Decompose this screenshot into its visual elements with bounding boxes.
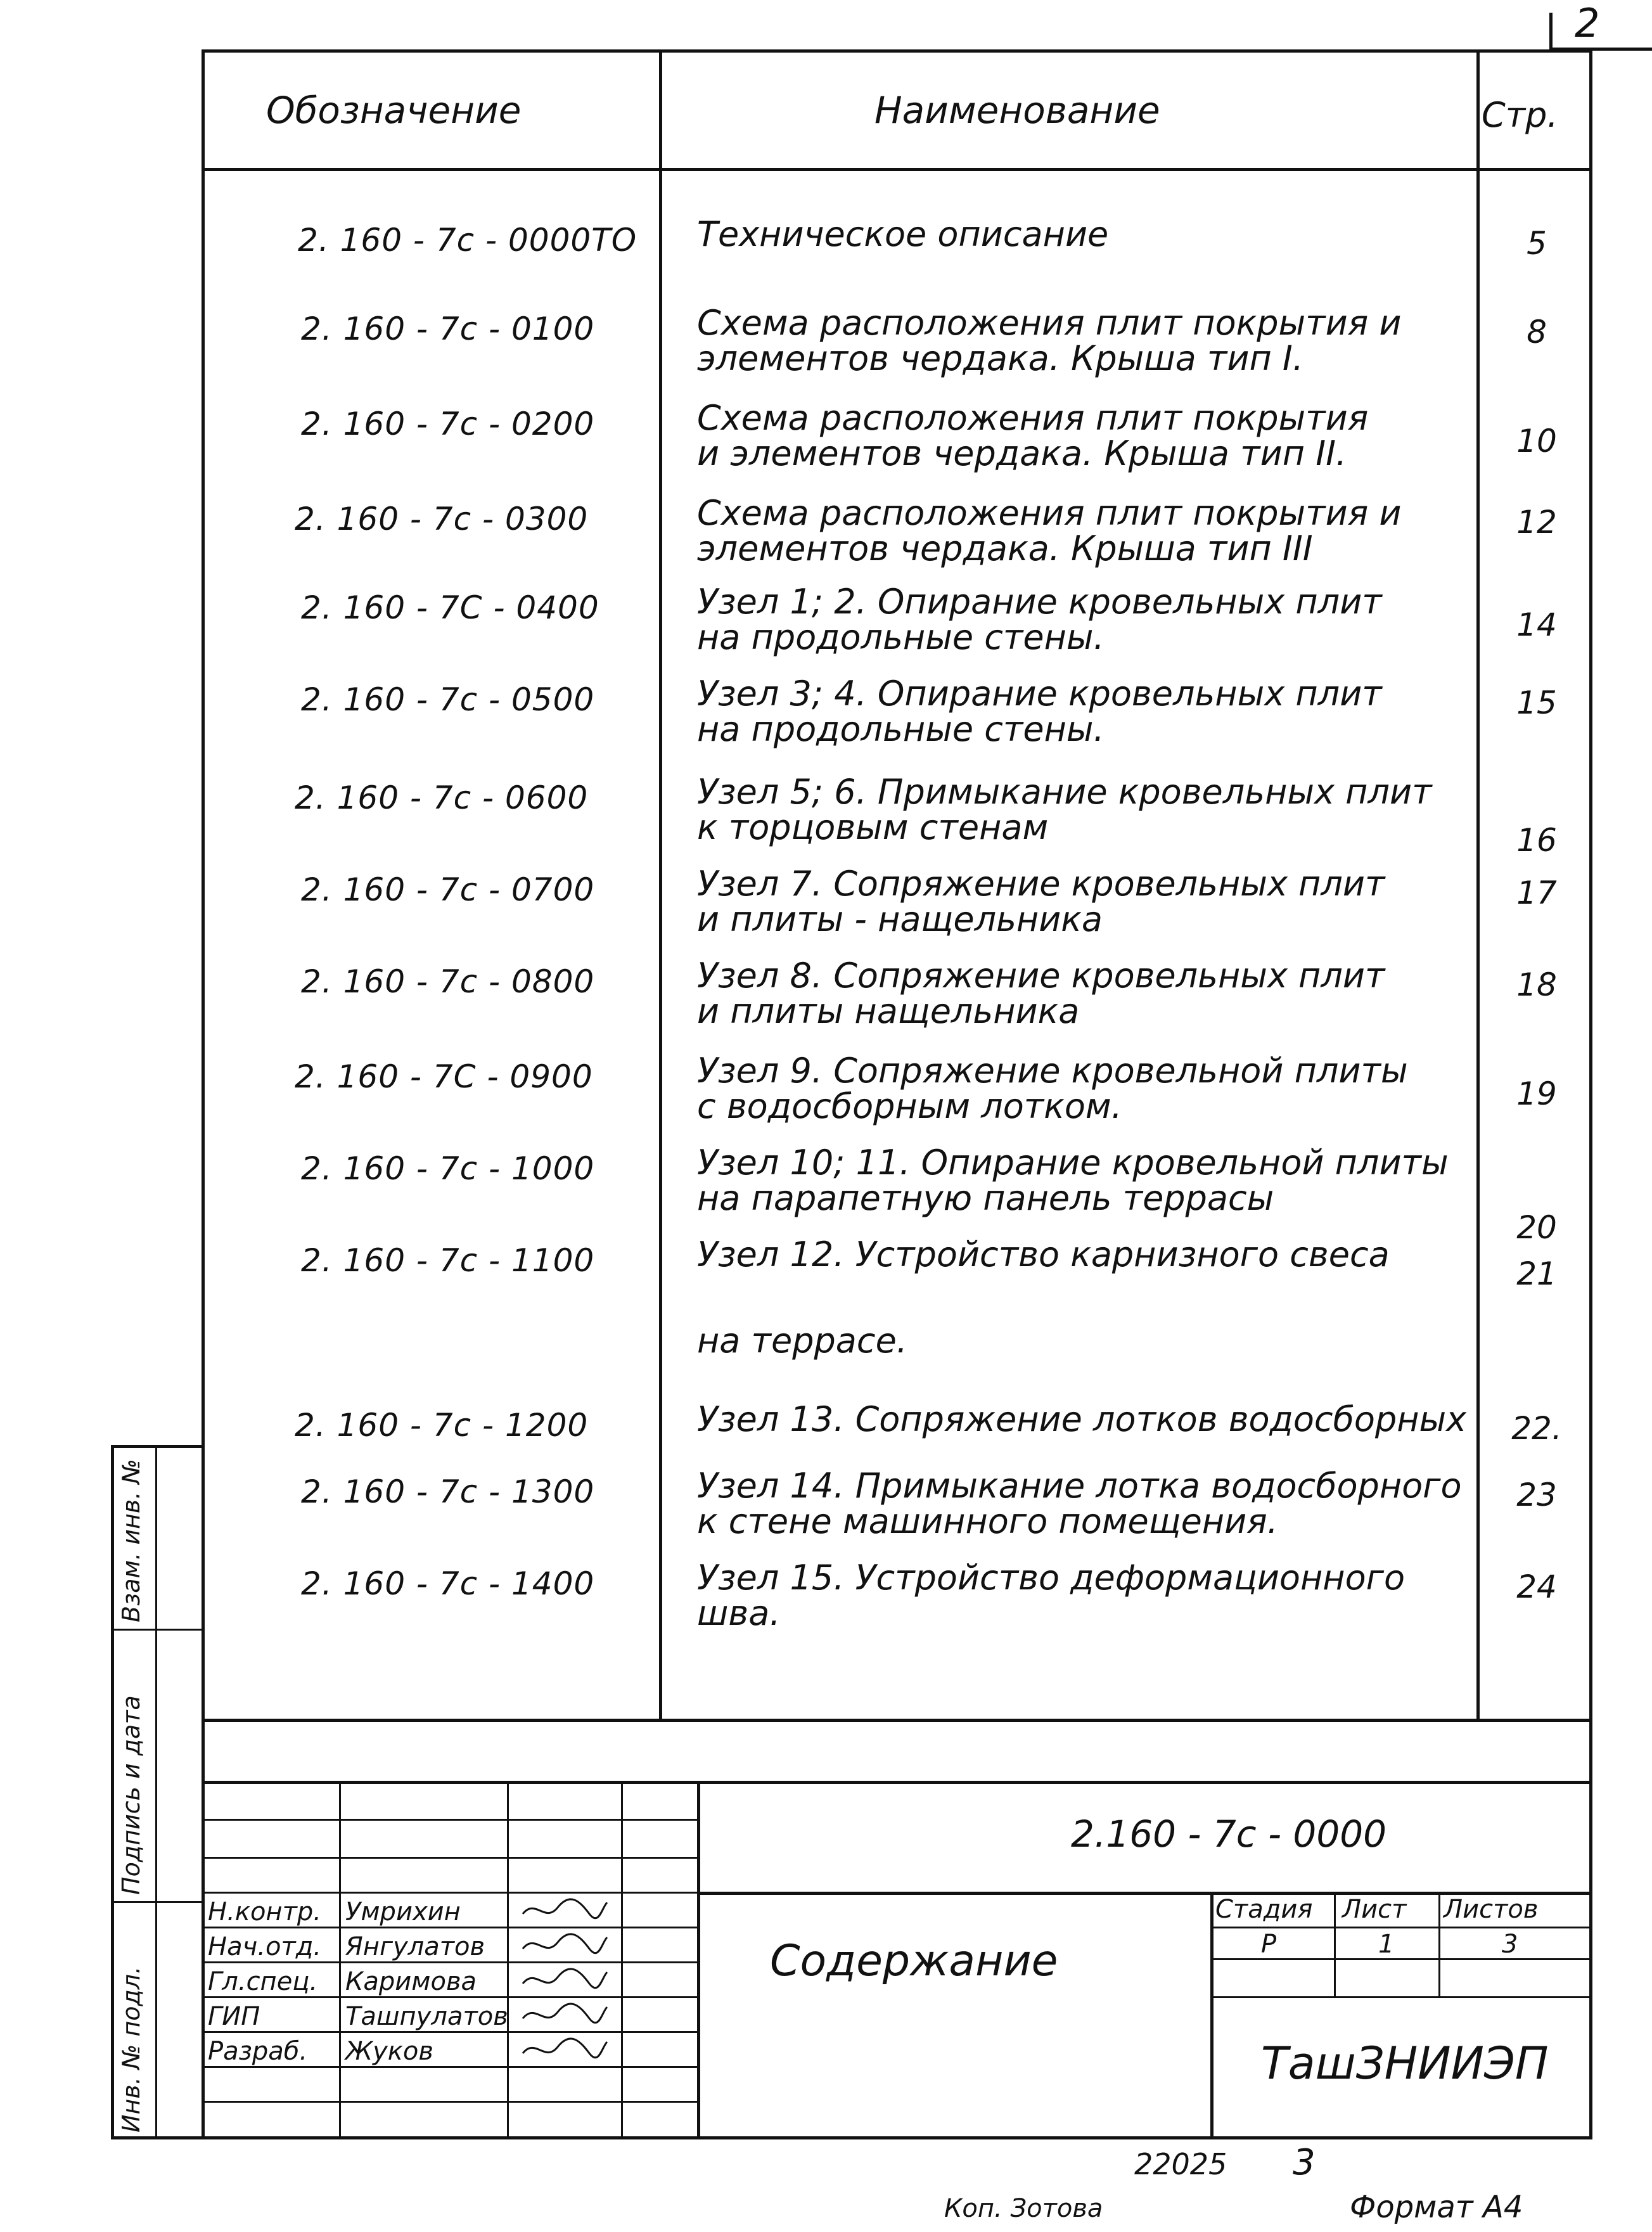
row-code: 2. 160 - 7c - 0000TO [298, 222, 637, 259]
row-page: 17 [1516, 875, 1557, 911]
row-name [697, 493, 1470, 568]
row-name-line: на террасе. [697, 1321, 907, 1361]
row-page: 19 [1516, 1075, 1557, 1112]
row-name-line [697, 1271, 1470, 1322]
signer-name: Жуков [345, 2037, 433, 2066]
row-code: 2. 160 - 7C - 0900 [295, 1058, 593, 1095]
row-code: 2. 160 - 7c - 0800 [301, 963, 595, 1000]
row-name [697, 1558, 1470, 1633]
row-name [697, 303, 1470, 378]
copied-by: Коп. Зотова [944, 2194, 1103, 2223]
row-page: 24 [1516, 1568, 1557, 1605]
sheet-number: 3 [1293, 2142, 1316, 2183]
inventory-number: 22025 [1134, 2147, 1227, 2181]
row-name [697, 398, 1470, 473]
format-label: Формат А4 [1350, 2190, 1523, 2225]
header-name: Наименование [874, 89, 1160, 132]
row-name [697, 674, 1470, 749]
row-name [697, 214, 1470, 254]
row-name [697, 1399, 1470, 1439]
row-page: 18 [1516, 966, 1557, 1003]
row-code: 2. 160 - 7c - 1100 [301, 1242, 595, 1279]
row-name [697, 956, 1470, 1031]
row-name-line: элементов чердака. Крыша тип I. [697, 338, 1304, 378]
row-name [697, 864, 1470, 939]
row-name-line: Узел 14. Примыкание лотка водосборного [697, 1466, 1462, 1506]
row-name-line: Техническое описание [697, 214, 1109, 254]
row-name-line: Узел 12. Устройство карнизного свеса [697, 1235, 1390, 1274]
signature-icon [520, 1965, 608, 2001]
row-name [697, 1235, 1470, 1361]
signature-icon [520, 1895, 608, 1932]
signer-role: Разраб. [208, 2037, 308, 2066]
row-name-line: к стене машинного помещения. [697, 1501, 1278, 1541]
row-name-line: Узел 7. Сопряжение кровельных плит [697, 864, 1385, 904]
row-name-line: Узел 1; 2. Опирание кровельных плит [697, 582, 1382, 622]
row-name-line: Узел 10; 11. Опирание кровельной плиты [697, 1143, 1449, 1183]
row-name-line: Схема расположения плит покрытия [697, 398, 1369, 438]
row-name-line: элементов чердака. Крыша тип III [697, 529, 1313, 568]
signer-name: Каримова [345, 1967, 477, 1996]
row-code: 2. 160 - 7c - 0200 [301, 406, 595, 442]
row-name-line: Схема расположения плит покрытия и [697, 493, 1402, 533]
signature-icon [520, 2034, 608, 2071]
row-name-line: шва. [697, 1593, 781, 1633]
corner-sheet-number: 2 [1575, 0, 1600, 46]
header-designation: Обозначение [266, 89, 522, 132]
signer-role: Гл.спец. [208, 1967, 318, 1996]
stage-label: Стадия [1215, 1895, 1313, 1924]
row-page: 15 [1516, 684, 1557, 721]
row-name [697, 1466, 1470, 1541]
row-page: 20 [1516, 1209, 1557, 1246]
row-page: 16 [1516, 822, 1557, 859]
sheet-label: Лист [1342, 1895, 1407, 1924]
signer-name: Янгулатов [345, 1932, 485, 1961]
row-code: 2. 160 - 7c - 0600 [295, 779, 589, 816]
stamp-podpis: Подпись и дата [117, 1695, 145, 1895]
row-page: 14 [1516, 606, 1557, 643]
signature-icon [520, 1999, 608, 2036]
row-code: 2. 160 - 7c - 0700 [301, 871, 595, 908]
row-code: 2. 160 - 7c - 1000 [301, 1150, 595, 1187]
row-page: 23 [1516, 1477, 1557, 1513]
row-name-line: Узел 15. Устройство деформационного [697, 1558, 1405, 1598]
row-name-line: на парапетную панель террасы [697, 1178, 1274, 1218]
row-page: 8 [1527, 314, 1547, 350]
row-page: 22. [1511, 1410, 1562, 1447]
row-name [697, 1051, 1470, 1126]
row-page: 10 [1516, 423, 1557, 459]
row-name-line: Узел 5; 6. Примыкание кровельных плит [697, 772, 1432, 812]
sheets-label: Листов [1444, 1895, 1539, 1924]
row-name [697, 582, 1470, 657]
row-name-line: с водосборным лотком. [697, 1086, 1122, 1126]
signer-name: Умрихин [345, 1897, 461, 1927]
document-code: 2.160 - 7c - 0000 [1071, 1812, 1387, 1856]
row-name-line: Узел 9. Сопряжение кровельной плиты [697, 1051, 1408, 1091]
row-name-line: и плиты - нащельника [697, 899, 1103, 939]
signer-role: Нач.отд. [208, 1932, 322, 1961]
row-page: 12 [1516, 504, 1557, 541]
row-name-line: и элементов чердака. Крыша тип II. [697, 433, 1347, 473]
row-code: 2. 160 - 7c - 0100 [301, 311, 595, 347]
sheet-value: 1 [1378, 1930, 1395, 1959]
stamp-inv-podl: Инв. № подл. [117, 1966, 145, 2133]
row-name-line: и плиты нащельника [697, 991, 1080, 1031]
row-name-line: Узел 3; 4. Опирание кровельных плит [697, 674, 1382, 714]
row-code: 2. 160 - 7c - 1400 [301, 1565, 595, 1602]
row-code: 2. 160 - 7c - 0500 [301, 681, 595, 718]
row-name-line: на продольные стены. [697, 617, 1105, 657]
row-name-line: на продольные стены. [697, 709, 1105, 749]
stage-value: Р [1261, 1930, 1277, 1959]
row-name-line: Узел 13. Сопряжение лотков водосборных [697, 1399, 1467, 1439]
sheets-value: 3 [1502, 1930, 1518, 1959]
row-code: 2. 160 - 7C - 0400 [301, 589, 599, 626]
stamp-inv-zam: Взам. инв. № [117, 1458, 145, 1622]
row-code: 2. 160 - 7c - 0300 [295, 501, 589, 537]
row-name-line: Узел 8. Сопряжение кровельных плит [697, 956, 1385, 996]
signer-role: Н.контр. [208, 1897, 321, 1927]
row-name-line: Схема расположения плит покрытия и [697, 303, 1402, 343]
signer-name: Ташпулатов [345, 2002, 508, 2031]
organization: ТашЗНИИЭП [1261, 2037, 1549, 2089]
row-page: 5 [1527, 225, 1547, 262]
row-name-line: к торцовым стенам [697, 807, 1049, 847]
row-code: 2. 160 - 7c - 1200 [295, 1407, 589, 1444]
document-title: Содержание [770, 1936, 1058, 1986]
signature-icon [520, 1930, 608, 1966]
row-page: 21 [1516, 1255, 1557, 1292]
signer-role: ГИП [208, 2002, 260, 2031]
row-name [697, 772, 1470, 847]
header-page: Стр. [1482, 95, 1558, 135]
row-name [697, 1143, 1470, 1218]
row-code: 2. 160 - 7c - 1300 [301, 1473, 595, 1510]
